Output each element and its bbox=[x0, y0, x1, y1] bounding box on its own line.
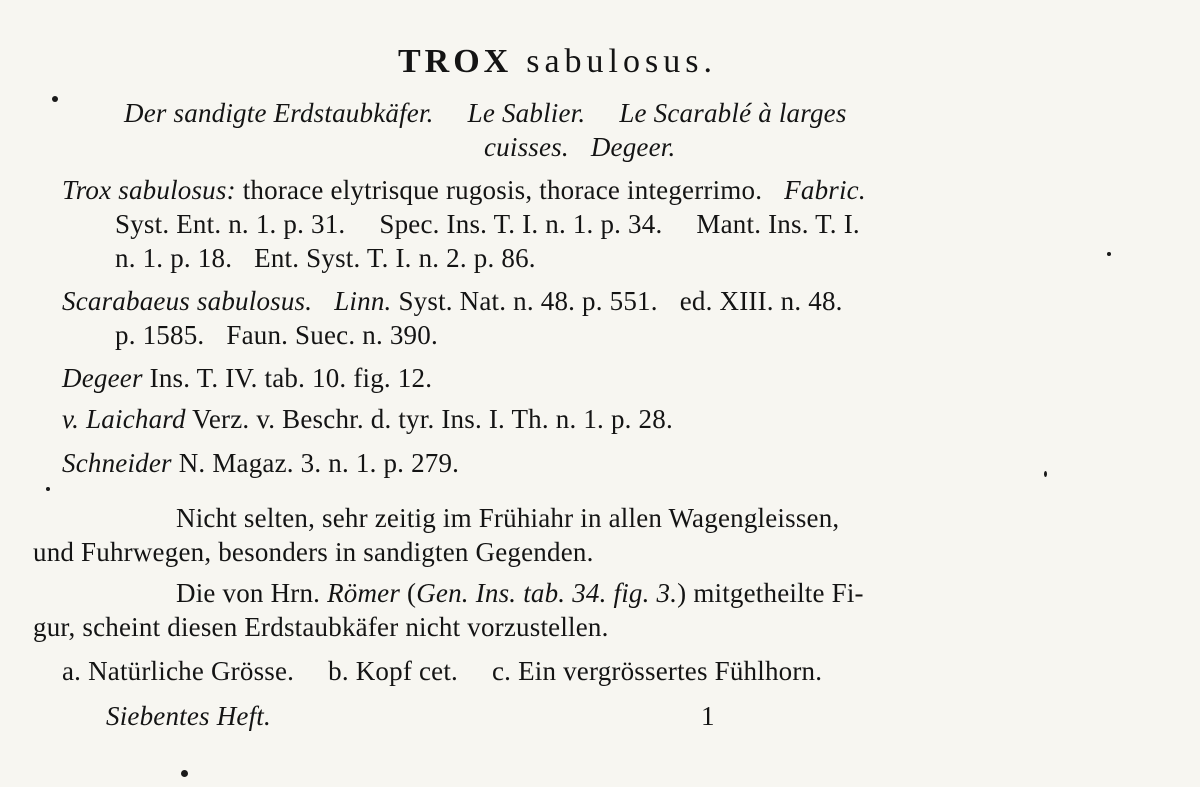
body-paragraph-2-paren-open: ( bbox=[407, 578, 417, 608]
page-number: 1 bbox=[701, 701, 715, 731]
reference-linnaeus-author: Linn. bbox=[334, 286, 392, 316]
reference-fabricius-diagnosis: thorace elytrisque rugosis, thorace integerrimo. bbox=[242, 175, 763, 205]
body-paragraph-2-intro: Die von Hrn. bbox=[176, 578, 321, 608]
common-name-french-2: Le Scarablé à larges bbox=[619, 98, 847, 128]
reference-fabricius-mant-ins: Mant. Ins. T. I. bbox=[696, 209, 860, 239]
body-paragraph-2-paren-close: ) bbox=[677, 578, 687, 608]
common-name-french-2-cont: cuisses. bbox=[484, 132, 569, 162]
reference-fabricius-spec-ins: Spec. Ins. T. I. n. 1. p. 34. bbox=[379, 209, 663, 239]
reference-degeer-citation: Ins. T. IV. tab. 10. fig. 12. bbox=[149, 363, 433, 393]
reference-fabricius-name: Trox sabulosus: bbox=[62, 175, 236, 205]
body-paragraph-2-author: Römer bbox=[327, 578, 401, 608]
reference-fabricius-author: Fabric. bbox=[784, 175, 866, 205]
reference-linnaeus-syst-nat: Syst. Nat. n. 48. p. 551. bbox=[398, 286, 658, 316]
body-paragraph-2-line-2: gur, scheint diesen Erdstaubkäfer nicht vorzustellen. bbox=[33, 612, 609, 642]
reference-linnaeus-line-1 bbox=[62, 285, 843, 317]
scan-speck bbox=[181, 770, 188, 777]
reference-fabricius-syst-ent: Syst. Ent. n. 1. p. 31. bbox=[115, 209, 346, 239]
reference-laichard bbox=[62, 403, 673, 435]
figure-legend-a: a. Natürliche Grösse. bbox=[62, 656, 295, 686]
reference-laichard-author: v. Laichard bbox=[62, 404, 186, 434]
reference-linnaeus-page: p. 1585. bbox=[115, 320, 205, 350]
reference-degeer-author: Degeer bbox=[62, 363, 143, 393]
signature-mark: Siebentes Heft. bbox=[106, 701, 271, 731]
scan-speck bbox=[52, 96, 58, 102]
reference-laichard-citation: Verz. v. Beschr. d. tyr. Ins. I. Th. n. 1. p. 28. bbox=[192, 404, 673, 434]
scan-speck bbox=[1044, 471, 1047, 477]
body-paragraph-2-line-1 bbox=[176, 577, 864, 609]
reference-fabricius-line-1 bbox=[62, 174, 866, 206]
reference-schneider bbox=[62, 447, 459, 479]
reference-schneider-author: Schneider bbox=[62, 448, 172, 478]
reference-linnaeus-line-2 bbox=[115, 319, 438, 351]
common-name-source: Degeer. bbox=[590, 132, 676, 162]
title-genus: TROX bbox=[398, 43, 513, 80]
page-title bbox=[398, 43, 717, 80]
reference-linnaeus-ed-xiii: ed. XIII. n. 48. bbox=[679, 286, 843, 316]
reference-linnaeus-name: Scarabaeus sabulosus. bbox=[62, 286, 313, 316]
scan-speck bbox=[1107, 252, 1111, 256]
reference-degeer bbox=[62, 362, 432, 394]
reference-fabricius-line-2 bbox=[115, 208, 860, 240]
reference-fabricius-mant-ins-cont: n. 1. p. 18. bbox=[115, 243, 233, 273]
common-names-line-2 bbox=[484, 131, 675, 163]
common-name-french-1: Le Sablier. bbox=[467, 98, 586, 128]
body-paragraph-1-line-2: und Fuhrwegen, besonders in sandigten Gegenden. bbox=[33, 537, 594, 567]
common-names-line-1 bbox=[124, 97, 847, 129]
scan-speck bbox=[46, 487, 50, 491]
reference-linnaeus-faun-suec: Faun. Suec. n. 390. bbox=[226, 320, 438, 350]
reference-schneider-citation: N. Magaz. 3. n. 1. p. 279. bbox=[178, 448, 460, 478]
figure-legend-c: c. Ein vergrössertes Fühlhorn. bbox=[491, 656, 823, 686]
body-paragraph-2-citation: Gen. Ins. tab. 34. fig. 3. bbox=[416, 578, 678, 608]
reference-fabricius-ent-syst: Ent. Syst. T. I. n. 2. p. 86. bbox=[254, 243, 536, 273]
figure-legend bbox=[62, 655, 822, 687]
body-paragraph-2-tail: mitgetheilte Fi- bbox=[693, 578, 864, 608]
reference-fabricius-line-3 bbox=[115, 242, 536, 274]
figure-legend-b: b. Kopf cet. bbox=[328, 656, 458, 686]
title-species: sabulosus. bbox=[526, 43, 717, 80]
common-name-german: Der sandigte Erdstaubkäfer. bbox=[124, 98, 434, 128]
body-paragraph-1-line-1: Nicht selten, sehr zeitig im Frühiahr in allen Wagengleissen, bbox=[176, 503, 840, 533]
